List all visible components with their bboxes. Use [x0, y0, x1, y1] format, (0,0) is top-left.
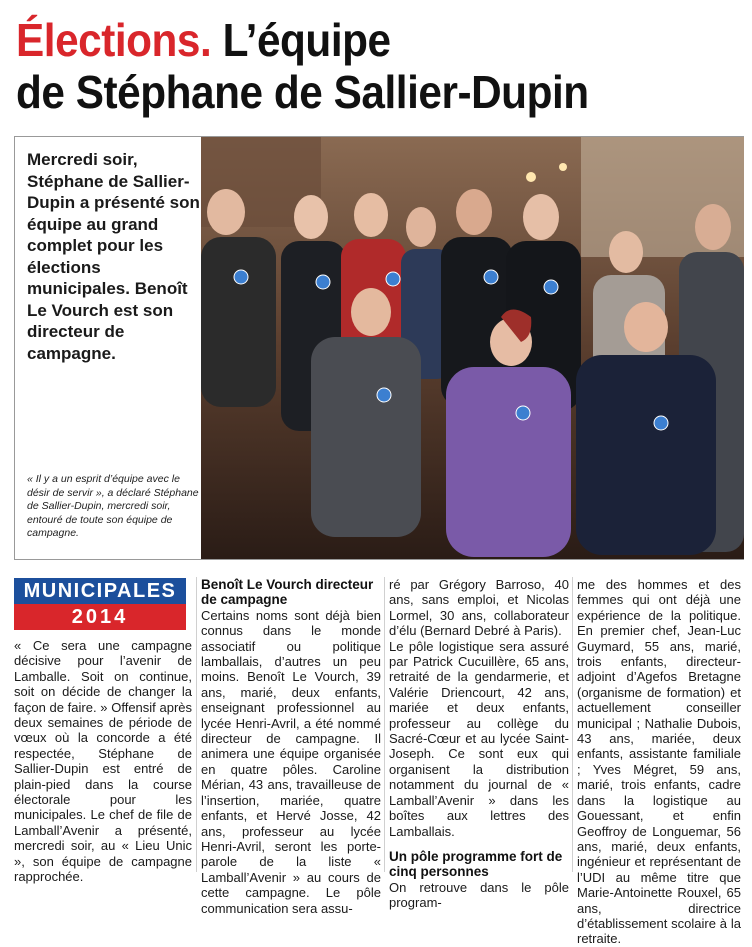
photo-caption: « Il y a un esprit d’équipe avec le désir de servir », a déclaré Stéphane de Sallier-Dupin, mercredi soir, entouré de toute son équipe de campagne.	[27, 473, 199, 539]
subheading: Benoît Le Vourch directeur de campagne	[201, 577, 374, 608]
column-divider	[196, 577, 197, 872]
headline-title-line2: de Stéphane de Sallier-Dupin	[16, 66, 589, 118]
column-divider	[384, 577, 385, 872]
paragraph: me des hommes et des femmes qui ont déjà une expérience de la politique. En premier chef, Jean-Luc Guymard, 55 ans, marié, trois enfants, directeur-adjoint d’Agefos Bretagne (organisme de formation) et actuellement conseiller municipal ; Nathalie Dubois, 43 ans, mariée, deux enfants, assistante familiale ; Yves Mégret, 59 ans, marié, trois enfants, cadre dans la logistique au Gouessant, et enfin Geoffroy de Longuemar, 56 ans, marié, deux enfants, ingénieur et représentant de l’UDI au même titre que Marie-Antoinette Rouxel, 65 ans, directrice d’établissement scolaire à la retraite.	[577, 577, 741, 947]
team-photo	[201, 137, 744, 559]
subheading: Un pôle programme fort de cinq personnes	[389, 848, 563, 880]
paragraph: « Ce sera une campagne décisive pour l’avenir de Lamballe. Soit on continue, soit on décide de changer la façon de faire. » Offensif après deux semaines de période de vœux où la concorde a été respectée, Stéphane de Sallier-Dupin est entré de plain-pied dans la course électorale pour les municipales. Le chef de file de Lamball’Avenir a présenté, mercredi soir, au « Lieu Unic », son équipe de campagne rapprochée.	[14, 638, 192, 885]
article-column-1	[14, 638, 192, 885]
article-column-3	[389, 577, 569, 911]
badge-label: MUNICIPALES	[14, 578, 186, 604]
column-divider	[572, 577, 573, 872]
headline	[16, 14, 684, 118]
paragraph: Le pôle logistique sera assuré par Patrick Cucuillère, 65 ans, retraité de la gendarmerie, et Valérie Driencourt, 42 ans, mariée et deux enfants, professeur au collège du Sacré-Cœur et au lycée Saint-Joseph. Ce sont eux qui organisent la distribution notamment du journal de « Lamball’Avenir » dans les boîtes aux lettres des Lamballais.	[389, 638, 569, 839]
hero-block	[14, 136, 744, 560]
headline-title-line1: L’équipe	[211, 14, 391, 66]
badge-year: 2014	[14, 604, 186, 630]
municipales-badge	[14, 578, 186, 630]
paragraph: Certains noms sont déjà bien connus dans le monde associatif ou politique lamballais, d’autres un peu moins. Benoît Le Vourch, 39 ans, marié, deux enfants, enseignant professionnel au lycée Henri-Avril, a été nommé directeur de campagne. Il animera une équipe organisée en quatre pôles. Caroline Mérian, 43 ans, travailleuse de l’insertion, mariée, quatre enfants, et Hervé Josse, 42 ans, professeur au lycée Henri-Avril, seront les porte-parole de la liste « Lamball’Avenir » au cours de cette campagne. Le pôle communication sera assu-	[201, 607, 381, 916]
paragraph: On retrouve dans le pôle program-	[389, 879, 569, 911]
article-column-4	[577, 577, 741, 947]
team-photo-illustration	[201, 137, 744, 559]
paragraph: ré par Grégory Barroso, 40 ans, sans emploi, et Nicolas Lormel, 30 ans, collaborateur d’élu (Bernard Debré à Paris).	[389, 577, 569, 639]
lead-text: Mercredi soir, Stéphane de Sallier-Dupin a présenté son équipe au grand complet pour les élections municipales. Benoît Le Vourch est son directeur de campagne.	[27, 150, 200, 363]
headline-kicker: Élections.	[16, 14, 212, 66]
article-column-2	[201, 577, 381, 916]
